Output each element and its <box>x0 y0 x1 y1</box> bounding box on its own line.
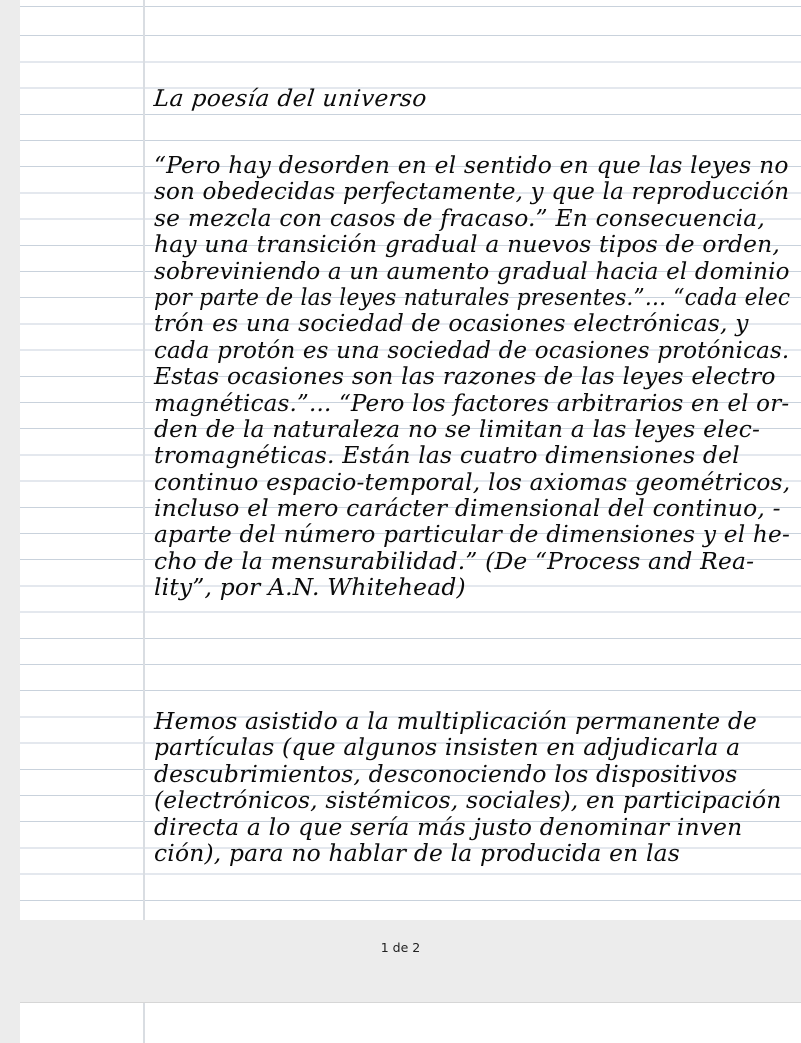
page-indicator: 1 de 2 <box>380 940 421 955</box>
margin-line <box>143 1003 145 1043</box>
text-line: tromagnéticas. Están las cuatro dimensiones del <box>154 441 740 470</box>
text-line: Estas ocasiones son las razones de las leyes electro <box>154 362 776 391</box>
text-line: descubrimientos, desconociendo los dispositivos <box>154 759 738 788</box>
document-title: La poesía del universo <box>152 86 429 112</box>
text-line: cada protón es una sociedad de ocasiones protónicas. <box>154 335 790 364</box>
text-line: hay una transición gradual a nuevos tipos de orden, <box>154 230 781 259</box>
text-line: por parte de las leyes naturales presentes.”... “cada elec <box>154 282 791 311</box>
text-line: trón es una sociedad de ocasiones electrónicas, y <box>154 309 749 338</box>
paragraph-commentary <box>154 708 794 866</box>
notebook-page-2-preview[interactable] <box>20 1002 801 1043</box>
page-gap <box>0 920 801 1002</box>
text-line: den de la naturaleza no se limitan a las leyes elec- <box>154 414 761 443</box>
text-line: Hemos asistido a la multiplicación permanente de <box>154 707 758 735</box>
paragraph-quote <box>154 152 794 601</box>
text-line: lity”, por A.N. Whitehead) <box>154 573 466 602</box>
text-line: continuo espacio-temporal, los axiomas geométricos, <box>154 467 791 496</box>
text-line: “Pero hay desorden en el sentido en que las leyes no <box>154 151 789 179</box>
text-line: cho de la mensurabilidad.” (De “Process and Rea- <box>154 546 755 575</box>
text-line: partículas (que algunos insisten en adjudicarla a <box>154 733 741 762</box>
text-line: ción), para no hablar de la producida en las <box>154 838 680 867</box>
text-line: incluso el mero carácter dimensional del continuo, - <box>154 494 781 523</box>
notebook-page-1 <box>20 0 801 920</box>
text-line: se mezcla con casos de fracaso.” En consecuencia, <box>154 203 766 232</box>
handwritten-content <box>20 0 801 920</box>
text-line: sobreviniendo a un aumento gradual hacia el dominio <box>154 256 790 285</box>
text-line: aparte del número particular de dimensiones y el he- <box>154 520 791 549</box>
text-line: directa a lo que sería más justo denominar inven <box>154 812 743 841</box>
text-line: son obedecidas perfectamente, y que la reproducción <box>154 177 790 206</box>
text-line: (electrónicos, sistémicos, sociales), en participación <box>154 786 782 815</box>
text-line: magnéticas.”... “Pero los factores arbitrarios en el or- <box>154 388 790 417</box>
